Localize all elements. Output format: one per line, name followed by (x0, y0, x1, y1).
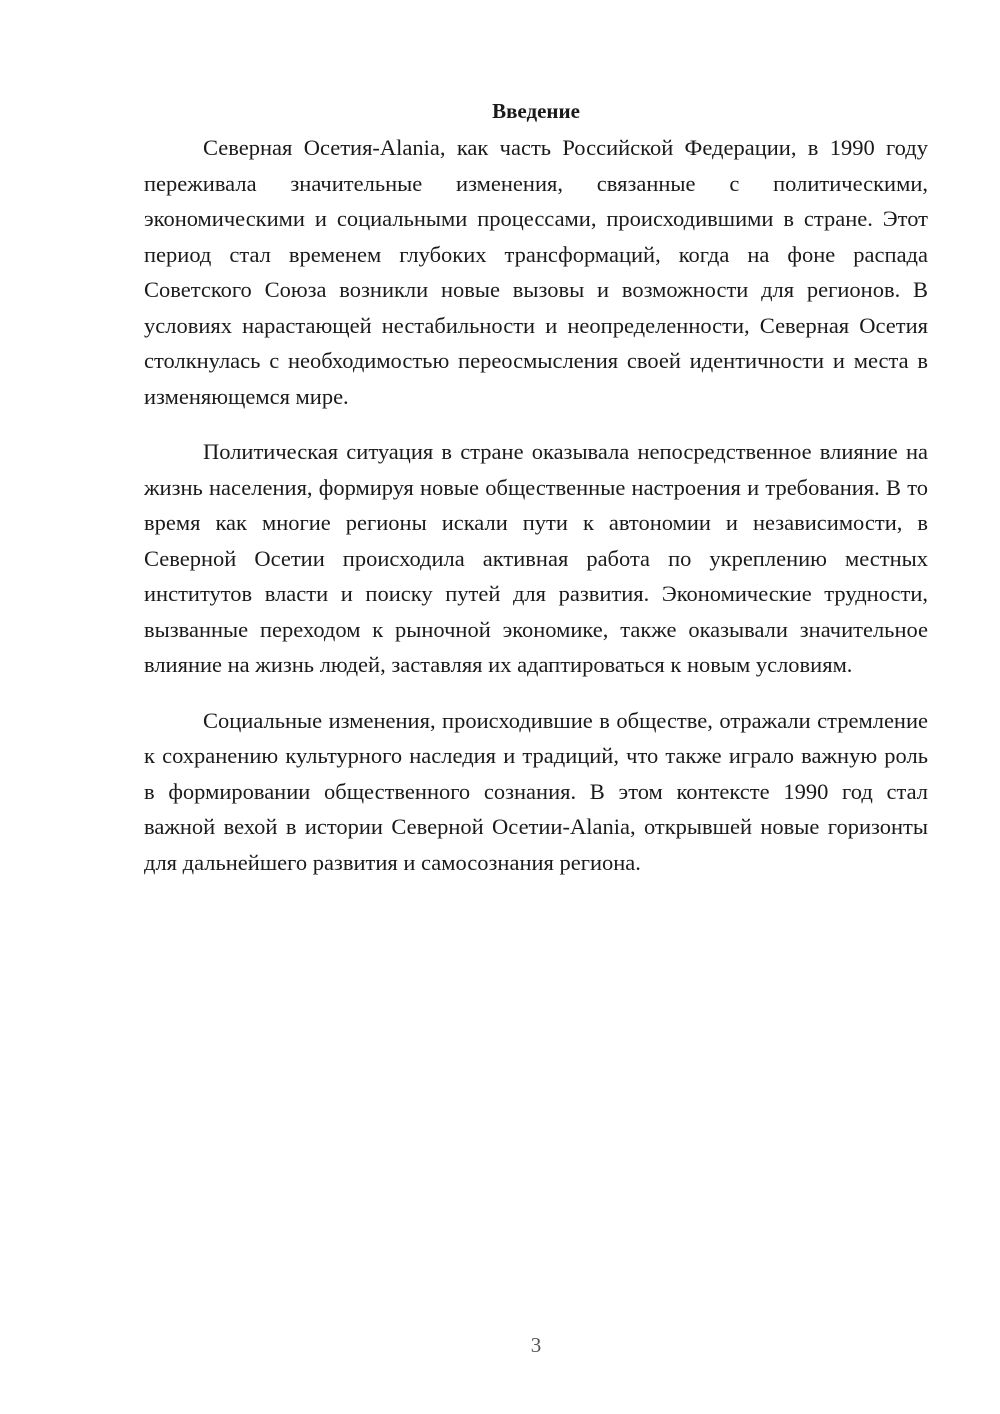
document-page (144, 96, 928, 900)
page-number: 3 (530, 1333, 542, 1357)
paragraph-2: Политическая ситуация в стране оказывала непосредственное влияние на жизнь населения, формируя новые общественные настроения и требования. В то время как многие регионы искали пути к автономии и независимости, в Северной Осетии происходила активная работа по укреплению местных институтов власти и поиску путей для развития. Экономические трудности, вызванные переходом к рыночной экономике, также оказывали значительное влияние на жизнь людей, заставляя их адаптироваться к новым условиям. (144, 439, 928, 677)
paragraph-3: Социальные изменения, происходившие в обществе, отражали стремление к сохранению культурного наследия и традиций, что также играло важную роль в формировании общественного сознания. В этом контексте 1990 год стал важной вехой в истории Северной Осетии-Alania, открывшей новые горизонты для дальнейшего развития и самосознания региона. (144, 707, 928, 875)
section-heading: Введение (492, 99, 580, 123)
paragraph-1: Северная Осетия-Alania, как часть Российской Федерации, в 1990 году переживала значительные изменения, связанные с политическими, экономическими и социальными процессами, происходившими в стране. Этот период стал временем глубоких трансформаций, когда на фоне распада Советского Союза возникли новые вызовы и возможности для регионов. В условиях нарастающей нестабильности и неопределенности, Северная Осетия столкнулась с необходимостью переосмысления своей идентичности и места в изменяющемся мире. (144, 135, 928, 409)
